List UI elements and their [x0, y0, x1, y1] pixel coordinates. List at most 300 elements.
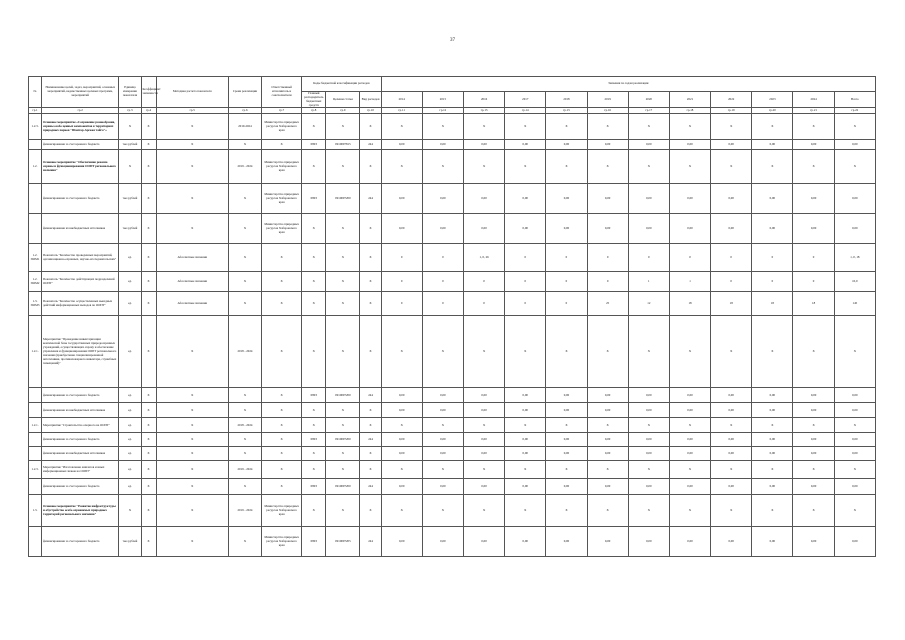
- cell-method: Абсолютные значения: [156, 272, 228, 292]
- cell-grbs: Х: [302, 272, 326, 292]
- cell-value: Х: [381, 150, 422, 184]
- cell-term: Х: [228, 214, 261, 244]
- column-index-cell: гр.11: [381, 108, 422, 114]
- cell-value: 0,00: [669, 403, 710, 418]
- column-index-cell: гр.12: [422, 108, 463, 114]
- cell-value: 0,00: [834, 447, 875, 461]
- cell-method: Х: [156, 184, 228, 214]
- col-method-header: Методика расчета показателя: [156, 77, 228, 108]
- cell-value: 0,00: [793, 140, 834, 150]
- cell-value: 12: [628, 292, 669, 316]
- year-header: 2018: [546, 92, 587, 108]
- cell-value: 0,00: [381, 388, 422, 403]
- cell-vr: Х: [360, 495, 381, 527]
- cell-name: финансирование за счет краевого бюджета: [42, 184, 119, 214]
- table-row: [29, 150, 876, 184]
- cell-name: Основное мероприятие «Сохранение разнообразия, охраны особо ценных компонентов в территориях природных парков "Шантар-Арская тайга"»: [42, 114, 119, 140]
- cell-name: Основное мероприятие "Развитие инфраструктуры и обустройство особо охраняемых природных территорий регионального значения": [42, 495, 119, 527]
- cell-value: 0,00: [422, 403, 463, 418]
- cell-value: Х: [628, 461, 669, 479]
- cell-value: 0,00: [546, 447, 587, 461]
- cell-method: Х: [156, 447, 228, 461]
- cell-vr: Х: [360, 214, 381, 244]
- table-row: [29, 447, 876, 461]
- cell-value: 1, 0, 18: [834, 244, 875, 272]
- cell-value: Х: [587, 316, 628, 388]
- cell-value: 0,00: [669, 140, 710, 150]
- cell-term: Х: [228, 479, 261, 495]
- cell-name: Мероприятие "Проведение инвентаризации комплексной базы государственных природоохранных учреждений, осуществляющих охрану и обеспечение управления и функционирования ООПТ регионального значения (приобретение специализированной автотехники, противопожарного инвентаря, служебных помещений)": [42, 316, 119, 388]
- column-index-cell: гр.5: [156, 108, 228, 114]
- cell-value: Х: [628, 418, 669, 433]
- column-index-cell: гр.4: [141, 108, 156, 114]
- cell-value: 0,00: [669, 447, 710, 461]
- cell-value: Х: [587, 150, 628, 184]
- cell-unit: Х: [119, 114, 141, 140]
- cell-coef: Х: [141, 403, 156, 418]
- cell-term: 2018 - 2024: [228, 418, 261, 433]
- cell-value: Х: [546, 495, 587, 527]
- cell-value: 0: [752, 244, 793, 272]
- cell-value: Х: [381, 461, 422, 479]
- cell-csr: Х: [326, 316, 360, 388]
- cell-name: финансирование из внебюджетных источников: [42, 214, 119, 244]
- page-number: 37: [450, 38, 455, 43]
- cell-vr: 244: [360, 388, 381, 403]
- cell-coef: Х: [141, 184, 156, 214]
- cell-value: 0,00: [546, 527, 587, 557]
- cell-value: Х: [834, 461, 875, 479]
- cell-unit: ед.: [119, 316, 141, 388]
- values-header: Значения по годам реализации: [381, 77, 875, 92]
- cell-value: 0: [669, 244, 710, 272]
- cell-value: 0,00: [463, 140, 504, 150]
- column-index-cell: гр.15: [546, 108, 587, 114]
- cell-term: Х: [228, 403, 261, 418]
- year-header: 2019: [587, 92, 628, 108]
- cell-value: 0,00: [463, 388, 504, 403]
- cell-value: 0: [546, 292, 587, 316]
- cell-grbs: Х: [302, 418, 326, 433]
- cell-value: 0: [546, 244, 587, 272]
- cell-value: 0,00: [793, 433, 834, 447]
- cell-grbs: 0803: [302, 433, 326, 447]
- cell-method: Х: [156, 150, 228, 184]
- cell-value: 0,00: [587, 433, 628, 447]
- cell-num: [29, 184, 42, 214]
- table-row: [29, 316, 876, 388]
- cell-value: 0,00: [628, 388, 669, 403]
- column-index-cell: гр.16: [587, 108, 628, 114]
- cell-value: 0: [793, 244, 834, 272]
- cell-coef: Х: [141, 447, 156, 461]
- table-row: [29, 433, 876, 447]
- cell-vr: 244: [360, 433, 381, 447]
- cell-num: 1.2.1.: [29, 418, 42, 433]
- cell-value: Х: [628, 316, 669, 388]
- cell-value: 0,00: [546, 388, 587, 403]
- cell-csr: 0910097200: [326, 433, 360, 447]
- column-index-cell: гр.7: [262, 108, 302, 114]
- cell-value: 0,00: [793, 479, 834, 495]
- cell-value: Х: [505, 495, 546, 527]
- cell-value: 0,00: [546, 214, 587, 244]
- cell-value: 0,00: [711, 403, 752, 418]
- header-row-1: [29, 77, 876, 92]
- cell-value: 0,00: [505, 479, 546, 495]
- cell-value: 0,00: [793, 184, 834, 214]
- cell-vr: Х: [360, 418, 381, 433]
- cell-vr: 244: [360, 479, 381, 495]
- cell-value: 0,00: [422, 447, 463, 461]
- table-row: [29, 140, 876, 150]
- col-vr-header: Вид расходов: [360, 92, 381, 108]
- cell-value: 0,00: [422, 479, 463, 495]
- cell-unit: ед.: [119, 292, 141, 316]
- program-table: [28, 76, 876, 557]
- cell-csr: Х: [326, 461, 360, 479]
- cell-value: Х: [422, 150, 463, 184]
- cell-value: 0,00: [669, 388, 710, 403]
- cell-value: 0: [422, 244, 463, 272]
- year-header: 2017: [505, 92, 546, 108]
- cell-value: 0,00: [711, 184, 752, 214]
- cell-name: Показатель "Количество действующих подразделений ООПТ": [42, 272, 119, 292]
- cell-value: 0,00: [669, 527, 710, 557]
- cell-value: 18: [752, 292, 793, 316]
- cell-term: 2019 - 2024: [228, 495, 261, 527]
- cell-unit: ед.: [119, 447, 141, 461]
- cell-grbs: Х: [302, 214, 326, 244]
- cell-method: Х: [156, 114, 228, 140]
- cell-value: 0,00: [505, 403, 546, 418]
- table-row: [29, 418, 876, 433]
- cell-term: Х: [228, 388, 261, 403]
- cell-grbs: 0803: [302, 140, 326, 150]
- cell-csr: Х: [326, 214, 360, 244]
- cell-vr: 244: [360, 527, 381, 557]
- cell-name: Показатель "Количество проведенных мероприятий, организационно-охранных, научно-исследовательских": [42, 244, 119, 272]
- cell-value: Х: [752, 495, 793, 527]
- cell-value: Х: [381, 114, 422, 140]
- cell-value: 0,00: [752, 447, 793, 461]
- cell-vr: Х: [360, 272, 381, 292]
- cell-value: 0,00: [587, 140, 628, 150]
- column-index-cell: гр.17: [628, 108, 669, 114]
- cell-coef: Х: [141, 388, 156, 403]
- cell-value: 0,00: [505, 447, 546, 461]
- cell-value: Х: [834, 150, 875, 184]
- cell-value: 0,00: [628, 403, 669, 418]
- cell-value: Х: [752, 114, 793, 140]
- cell-value: Х: [834, 316, 875, 388]
- cell-value: Х: [711, 316, 752, 388]
- cell-value: 0,00: [752, 527, 793, 557]
- table-body: [29, 114, 876, 557]
- cell-vr: 244: [360, 140, 381, 150]
- cell-value: 0: [587, 244, 628, 272]
- cell-term: 2019 - 2024: [228, 461, 261, 479]
- cell-value: Х: [669, 150, 710, 184]
- column-index-cell: гр.13: [463, 108, 504, 114]
- cell-value: Х: [834, 114, 875, 140]
- cell-resp: Х: [262, 244, 302, 272]
- cell-value: 0,00: [834, 214, 875, 244]
- cell-unit: ед.: [119, 479, 141, 495]
- cell-value: Х: [669, 114, 710, 140]
- col-num-header: №: [29, 77, 42, 108]
- cell-value: Х: [752, 461, 793, 479]
- cell-method: Х: [156, 495, 228, 527]
- cell-value: 0,00: [587, 447, 628, 461]
- cell-value: 0: [711, 272, 752, 292]
- cell-num: [29, 388, 42, 403]
- year-header: 2022: [711, 92, 752, 108]
- cell-csr: Х: [326, 292, 360, 316]
- column-index-cell: гр.8: [302, 108, 326, 114]
- cell-grbs: 0803: [302, 527, 326, 557]
- cell-vr: Х: [360, 150, 381, 184]
- cell-value: 0,00: [587, 214, 628, 244]
- cell-value: 0,00: [834, 479, 875, 495]
- cell-resp: Х: [262, 418, 302, 433]
- cell-num: 1.2.3.: [29, 114, 42, 140]
- cell-unit: ед.: [119, 433, 141, 447]
- cell-value: 0,00: [587, 184, 628, 214]
- cell-value: Х: [669, 316, 710, 388]
- cell-value: Х: [793, 418, 834, 433]
- cell-value: Х: [463, 316, 504, 388]
- cell-value: 0,00: [381, 403, 422, 418]
- column-index-cell: гр.21: [793, 108, 834, 114]
- cell-value: 0,00: [463, 214, 504, 244]
- cell-term: Х: [228, 140, 261, 150]
- cell-value: Х: [628, 150, 669, 184]
- cell-vr: Х: [360, 244, 381, 272]
- cell-resp: Министерство природных ресурсов Хабаровского края: [262, 214, 302, 244]
- cell-value: 0,00: [628, 140, 669, 150]
- cell-value: 0,00: [834, 527, 875, 557]
- column-index-cell: гр.9: [326, 108, 360, 114]
- cell-value: 0,00: [752, 388, 793, 403]
- cell-value: Х: [587, 114, 628, 140]
- cell-value: 0,00: [752, 140, 793, 150]
- column-index-cell: гр.22: [834, 108, 875, 114]
- cell-method: Абсолютные значения: [156, 292, 228, 316]
- cell-name: финансирование за счет краевого бюджета: [42, 527, 119, 557]
- cell-term: Х: [228, 184, 261, 214]
- cell-vr: Х: [360, 114, 381, 140]
- table-row: [29, 461, 876, 479]
- cell-value: 0,00: [669, 433, 710, 447]
- cell-method: Х: [156, 527, 228, 557]
- cell-term: 2019 - 2024: [228, 150, 261, 184]
- cell-value: 0,00: [793, 403, 834, 418]
- cell-name: финансирование из внебюджетных источников: [42, 447, 119, 461]
- cell-coef: Х: [141, 418, 156, 433]
- cell-value: 0,00: [381, 433, 422, 447]
- cell-value: 0: [793, 272, 834, 292]
- table-row: [29, 184, 876, 214]
- cell-num: [29, 140, 42, 150]
- cell-value: 0: [587, 272, 628, 292]
- cell-resp: Министерство природных ресурсов Хабаровского края: [262, 150, 302, 184]
- cell-value: 0,00: [711, 214, 752, 244]
- cell-csr: Х: [326, 403, 360, 418]
- cell-term: Х: [228, 447, 261, 461]
- cell-coef: Х: [141, 150, 156, 184]
- col-name-header: Наименование целей, задач, мероприятий, основных мероприятий, ведомственных целевых программ, мероприятий: [42, 77, 119, 108]
- cell-value: 0,00: [505, 214, 546, 244]
- cell-value: 25: [587, 292, 628, 316]
- cell-grbs: 0803: [302, 479, 326, 495]
- cell-name: финансирование за счет краевого бюджета: [42, 433, 119, 447]
- cell-value: Х: [834, 418, 875, 433]
- cell-csr: 0910097200: [326, 479, 360, 495]
- cell-value: 0,00: [505, 527, 546, 557]
- cell-value: Х: [752, 316, 793, 388]
- cell-value: 1: [628, 272, 669, 292]
- cell-value: 0,00: [628, 447, 669, 461]
- cell-value: 0: [463, 272, 504, 292]
- cell-value: 0,00: [422, 184, 463, 214]
- cell-num: [29, 447, 42, 461]
- cell-value: 0,00: [834, 388, 875, 403]
- cell-resp: Х: [262, 388, 302, 403]
- cell-value: Х: [628, 114, 669, 140]
- cell-csr: 0910097200: [326, 388, 360, 403]
- year-header: 2021: [669, 92, 710, 108]
- cell-value: Х: [793, 150, 834, 184]
- cell-value: 0,00: [587, 403, 628, 418]
- cell-value: Х: [505, 150, 546, 184]
- cell-value: 0,00: [546, 140, 587, 150]
- cell-unit: ед.: [119, 418, 141, 433]
- cell-value: 0,00: [546, 403, 587, 418]
- cell-value: Х: [587, 418, 628, 433]
- cell-csr: Х: [326, 244, 360, 272]
- cell-value: 0: [381, 244, 422, 272]
- column-index-cell: гр.3: [119, 108, 141, 114]
- col-term-header: Сроки реализации: [228, 77, 261, 108]
- cell-coef: Х: [141, 495, 156, 527]
- col-resp-header: Ответственный исполнитель и соисполнители: [262, 77, 302, 108]
- cell-method: Х: [156, 316, 228, 388]
- cell-value: 0: [463, 292, 504, 316]
- cell-value: Х: [505, 418, 546, 433]
- cell-csr: Х: [326, 495, 360, 527]
- cell-num: 1.2.1.: [29, 316, 42, 388]
- cell-value: 0,00: [381, 140, 422, 150]
- col-csr-header: Целевая статья: [326, 92, 360, 108]
- cell-value: 0,00: [669, 184, 710, 214]
- cell-name: Мероприятие "Строительство опорного на ООПТ": [42, 418, 119, 433]
- cell-resp: Х: [262, 140, 302, 150]
- cell-value: 0: [422, 272, 463, 292]
- cell-grbs: Х: [302, 114, 326, 140]
- col-grbs-header: Главный распорядитель бюджетных средств: [302, 92, 326, 108]
- cell-value: 0,00: [711, 479, 752, 495]
- cell-value: 0,00: [752, 403, 793, 418]
- cell-value: 0,00: [463, 433, 504, 447]
- cell-value: Х: [793, 114, 834, 140]
- cell-value: 0,00: [669, 479, 710, 495]
- cell-value: 0,00: [711, 433, 752, 447]
- cell-num: 1.3. ПОМ3: [29, 292, 42, 316]
- cell-grbs: Х: [302, 316, 326, 388]
- table-row: [29, 244, 876, 272]
- cell-value: Х: [752, 150, 793, 184]
- year-header: 2020: [628, 92, 669, 108]
- cell-value: 0,00: [752, 433, 793, 447]
- cell-value: 145: [834, 292, 875, 316]
- cell-csr: Х: [326, 150, 360, 184]
- cell-value: 0,00: [628, 214, 669, 244]
- cell-value: Х: [752, 418, 793, 433]
- cell-num: 1.2. ПОМ2: [29, 272, 42, 292]
- cell-csr: 0910097200: [326, 184, 360, 214]
- cell-value: 0,00: [422, 433, 463, 447]
- cell-coef: Х: [141, 527, 156, 557]
- cell-value: 0,00: [463, 479, 504, 495]
- cell-num: 1.2.3.: [29, 461, 42, 479]
- column-index-cell: гр.14: [505, 108, 546, 114]
- cell-num: 1.3.: [29, 495, 42, 527]
- cell-value: Х: [793, 495, 834, 527]
- cell-value: Х: [463, 418, 504, 433]
- cell-value: 10,0: [834, 272, 875, 292]
- column-index-cell: гр.2: [42, 108, 119, 114]
- cell-term: Х: [228, 292, 261, 316]
- cell-value: 0,00: [793, 447, 834, 461]
- cell-value: Х: [669, 461, 710, 479]
- cell-value: 0,00: [628, 479, 669, 495]
- col-coef-header: Коэффициент значимости: [141, 77, 156, 108]
- cell-value: 0,00: [628, 527, 669, 557]
- cell-value: Х: [505, 461, 546, 479]
- cell-value: 0,00: [546, 479, 587, 495]
- cell-method: Х: [156, 418, 228, 433]
- cell-num: 1.2.: [29, 150, 42, 184]
- cell-coef: Х: [141, 292, 156, 316]
- cell-unit: тыс.рублей: [119, 214, 141, 244]
- cell-name: Показатель "Количество осуществленных выездных действий информационных выходов по ООПТ": [42, 292, 119, 316]
- cell-csr: Х: [326, 114, 360, 140]
- cell-value: 0,00: [422, 214, 463, 244]
- cell-method: Х: [156, 403, 228, 418]
- cell-value: Х: [711, 418, 752, 433]
- cell-value: Х: [711, 150, 752, 184]
- cell-value: Х: [669, 418, 710, 433]
- cell-value: 0: [422, 292, 463, 316]
- column-index-cell: гр.20: [752, 108, 793, 114]
- cell-grbs: Х: [302, 292, 326, 316]
- cell-csr: 0910097815: [326, 140, 360, 150]
- cell-value: 0: [505, 292, 546, 316]
- cell-value: Х: [546, 418, 587, 433]
- cell-unit: тыс.рублей: [119, 184, 141, 214]
- cell-coef: Х: [141, 114, 156, 140]
- cell-num: [29, 527, 42, 557]
- cell-grbs: Х: [302, 244, 326, 272]
- cell-value: 1, 0, 26: [463, 244, 504, 272]
- table-row: [29, 214, 876, 244]
- cell-value: 0,00: [463, 184, 504, 214]
- cell-method: Х: [156, 479, 228, 495]
- cell-method: Х: [156, 461, 228, 479]
- cell-value: Х: [628, 495, 669, 527]
- table-row: [29, 495, 876, 527]
